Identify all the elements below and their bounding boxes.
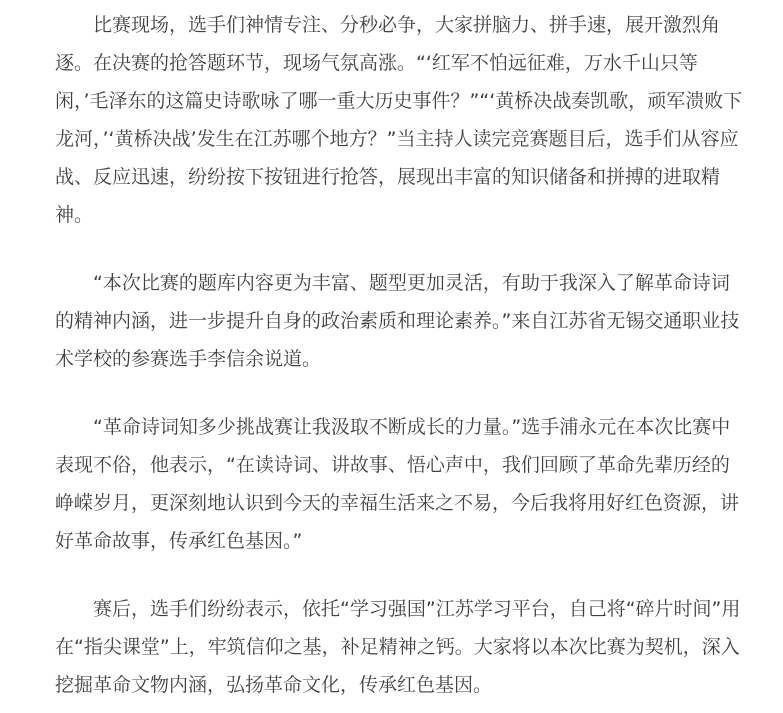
paragraph-competition-scene: 比赛现场，选手们神情专注、分秒必争，大家拼脑力、拼手速，展开激烈角逐。在决赛的抢答题环节，现场气氛高涨。“‘红军不怕远征难，万水千山只等闲，’毛泽东的这篇史诗歌咏了哪一重大历史事件？”“‘黄桥决战奏凯歌，顽军溃败下龙河，’‘黄桥决战’发生在江苏哪个地方？”当主持人读完竞赛题目后，选手们从容应战、反应迅速，纷纷按下按钮进行抢答，展现出丰富的知识储备和拼搏的进取精神。: [55, 14, 743, 226]
paragraph-contestant-pu-yongyuan-quote: “革命诗词知多少挑战赛让我汲取不断成长的力量。”选手浦永元在本次比赛中表现不俗，他表示，“在读诗词、讲故事、悟心声中，我们回顾了革命先辈历经的峥嵘岁月，更深刻地认识到今天的幸福生活来之不易，今后我将用好红色资源，讲好革命故事，传承红色基因。”: [55, 416, 740, 552]
paragraph-contestant-li-xinyu-quote: “本次比赛的题库内容更为丰富、题型更加灵活，有助于我深入了解革命诗词的精神内涵，进一步提升自身的政治素质和理论素养。”来自江苏省无锡交通职业技术学校的参赛选手李信余说道。: [55, 272, 740, 370]
paragraph-after-competition: 赛后，选手们纷纷表示，依托“学习强国”江苏学习平台，自己将“碎片时间”用在“指尖课堂”上，牢筑信仰之基，补足精神之钙。大家将以本次比赛为契机，深入挖掘革命文物内涵，弘扬革命文化，传承红色基因。: [55, 598, 741, 696]
